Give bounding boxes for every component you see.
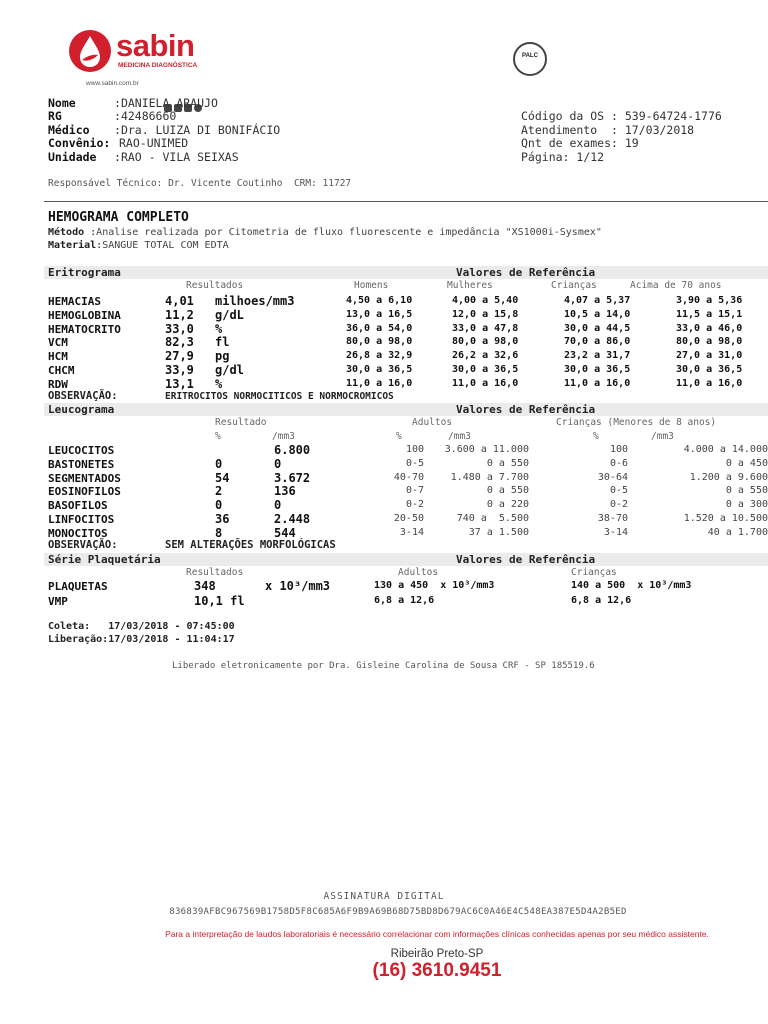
- leuco-ref-adult-abs: 0 a 550: [486, 485, 529, 497]
- leuco-ref-adult-pct: 100: [405, 444, 424, 455]
- eritro-row-name: VCM: [48, 336, 68, 350]
- sabin-logo-icon: [68, 29, 112, 73]
- eritrograma-bar: [44, 266, 768, 279]
- eritro-ref-criancas: 70,0 a 86,0: [564, 336, 631, 348]
- leuco-row-abs: 2.448: [274, 512, 311, 526]
- eritro-col-criancas: Crianças: [551, 280, 597, 291]
- metodo-line: Método :Analise realizada por Citometria de fluxo fluorescente e impedância "XS1000i-Sysmex": [48, 227, 602, 238]
- eritro-row-unit: fl: [215, 335, 230, 350]
- leuco-ref-child-pct: 0-6: [609, 457, 628, 469]
- eritro-ref-homens: 30,0 a 36,5: [346, 364, 413, 375]
- plaq-col-resultados: Resultados: [186, 567, 244, 578]
- rg-label: RG: [48, 109, 62, 123]
- leuco-ref-adult-pct: 3-14: [399, 526, 424, 538]
- eritro-row-name: RDW: [48, 377, 68, 391]
- eritro-ref-criancas: 30,0 a 36,5: [564, 364, 631, 375]
- leuco-obs-label: OBSERVAÇÃO:: [48, 539, 118, 551]
- eritro-ref-criancas: 10,5 a 14,0: [564, 308, 631, 320]
- leuco-row-name: BASOFILOS: [48, 499, 108, 513]
- leuco-row-abs: 544: [274, 525, 296, 540]
- brand-tagline: MEDICINA DIAGNÓSTICA: [118, 62, 198, 69]
- eritro-ref-homens: 26,8 a 32,9: [346, 350, 413, 362]
- plaquetas-ref-title: Valores de Referência: [456, 553, 596, 566]
- plaquetas-value: 348: [194, 579, 216, 593]
- leuco-ref-child-pct: 0-5: [609, 485, 628, 497]
- leuco-ref-child-abs: 40 a 1.700: [707, 526, 768, 538]
- vmp-ref-child: 6,8 a 12,6: [571, 595, 632, 606]
- leuco-col-criancas: Crianças (Menores de 8 anos): [556, 417, 717, 428]
- eritro-row-value: 33,9: [165, 363, 194, 377]
- leuco-ref-adult-pct: 0-5: [405, 457, 424, 469]
- leuco-row-name: LEUCOCITOS: [48, 444, 115, 457]
- eritro-row-name: HEMACIAS: [48, 295, 101, 308]
- leuco-row-pct: 54: [215, 470, 230, 485]
- eritro-obs: ERITROCITOS NORMOCITICOS E NORMOCROMICOS: [165, 391, 394, 402]
- unidade-label: Unidade: [48, 150, 97, 164]
- leuco-row-pct: 0: [215, 498, 223, 513]
- eritro-row-value: 11,2: [165, 307, 194, 322]
- eritro-ref-mulheres: 11,0 a 16,0: [452, 377, 519, 389]
- eritro-row-unit: g/dl: [215, 363, 244, 377]
- liberado-text: Liberado eletronicamente por Dra. Gisleine Carolina de Sousa CRF - SP 185519.6: [172, 661, 595, 671]
- eritro-ref-acima70: 11,5 a 15,1: [676, 308, 743, 320]
- phone-number[interactable]: (16) 3610.9451: [372, 960, 502, 981]
- leuco-row-name: SEGMENTADOS: [48, 471, 121, 485]
- accreditation-seal: [513, 42, 547, 76]
- eritro-row-unit: g/dL: [215, 307, 244, 322]
- eritro-ref-mulheres: 4,00 a 5,40: [452, 295, 519, 306]
- eritro-row-value: 13,1: [165, 376, 194, 391]
- assinatura-hash: 836839AFBC967569B1758D5F8C685A6F9B9A69B68D75BD8D679AC6C0A46E4C548EA387E5D4A2B5ED: [169, 907, 627, 917]
- eritro-col-mulheres: Mulheres: [447, 280, 493, 291]
- plaquetas-ref-child: 140 a 500 x 10³/mm3: [571, 580, 692, 591]
- leuco-obs: SEM ALTERAÇÕES MORFOLÓGICAS: [165, 539, 336, 551]
- atendimento: Atendimento : 17/03/2018: [521, 123, 695, 137]
- vmp-value: 10,1 fl: [194, 594, 245, 608]
- leuco-row-name: LINFOCITOS: [48, 513, 115, 526]
- eritro-ref-acima70: 3,90 a 5,36: [676, 295, 743, 306]
- responsavel-tecnico: Responsável Técnico: Dr. Vicente Coutinho CRM: 11727: [48, 178, 352, 189]
- plaq-col-criancas: Crianças: [571, 567, 617, 578]
- eritro-col-homens: Homens: [354, 280, 389, 291]
- leuco-row-pct: 36: [215, 512, 230, 526]
- codigo-os: Código da OS : 539-64724-1776: [521, 109, 722, 123]
- leucograma-bar: [44, 403, 768, 416]
- leuco-mm3-header: /mm3: [272, 431, 295, 442]
- eritro-ref-homens: 4,50 a 6,10: [346, 295, 413, 306]
- rg-value: :42486660: [114, 109, 177, 123]
- seal-text: PALC: [522, 53, 538, 59]
- leuco-adult-mm3-header: /mm3: [448, 431, 471, 442]
- leuco-row-pct: 0: [215, 456, 223, 471]
- vmp-ref-adult: 6,8 a 12,6: [374, 595, 435, 606]
- leuco-ref-child-pct: 38-70: [597, 513, 628, 524]
- leuco-row-abs: 3.672: [274, 470, 311, 485]
- pagina: Página: 1/12: [521, 150, 605, 164]
- eritro-ref-mulheres: 80,0 a 98,0: [452, 336, 519, 348]
- leuco-col-adultos: Adultos: [412, 417, 453, 428]
- eritro-ref-homens: 11,0 a 16,0: [346, 377, 413, 389]
- eritrograma-ref-title: Valores de Referência: [456, 266, 596, 279]
- leuco-ref-adult-pct: 0-7: [405, 485, 424, 497]
- leuco-row-abs: 6.800: [274, 443, 311, 457]
- leuco-ref-child-abs: 1.520 a 10.500: [683, 513, 768, 524]
- eritro-row-unit: %: [215, 321, 223, 336]
- leuco-ref-child-abs: 4.000 a 14.000: [683, 444, 768, 455]
- medico-value: :Dra. LUIZA DI BONIFÁCIO: [114, 123, 281, 137]
- vmp-name: VMP: [48, 595, 68, 608]
- leuco-pct-header: %: [215, 431, 221, 442]
- eritro-row-value: 82,3: [165, 335, 194, 350]
- leuco-ref-child-abs: 1.200 a 9.600: [689, 471, 768, 483]
- eritro-row-name: CHCM: [48, 364, 75, 377]
- eritrograma-title: Eritrograma: [48, 266, 121, 279]
- eritro-ref-acima70: 80,0 a 98,0: [676, 336, 743, 348]
- leuco-child-pct-header: %: [593, 431, 599, 442]
- leuco-adult-pct-header: %: [396, 431, 402, 442]
- eritro-ref-criancas: 23,2 a 31,7: [564, 350, 631, 362]
- eritro-row-unit: %: [215, 376, 223, 391]
- leuco-ref-adult-abs: 37 a 1.500: [468, 526, 529, 538]
- eritro-row-name: HEMOGLOBINA: [48, 308, 121, 322]
- leuco-ref-child-abs: 0 a 550: [725, 485, 768, 497]
- leuco-ref-child-pct: 30-64: [597, 471, 628, 483]
- leuco-ref-adult-pct: 0-2: [405, 499, 424, 511]
- leuco-row-name: BASTONETES: [48, 457, 115, 471]
- leuco-ref-adult-pct: 20-50: [393, 513, 424, 524]
- city: Ribeirão Preto-SP: [390, 948, 484, 960]
- eritro-ref-criancas: 11,0 a 16,0: [564, 377, 631, 389]
- eritro-row-name: HCM: [48, 350, 68, 364]
- leuco-ref-adult-pct: 40-70: [393, 471, 424, 483]
- eritro-ref-criancas: 4,07 a 5,37: [564, 295, 631, 306]
- unidade-value: :RAO - VILA SEIXAS: [114, 150, 239, 164]
- coleta-line: Coleta: 17/03/2018 - 07:45:00: [48, 621, 235, 632]
- leuco-child-mm3-header: /mm3: [651, 431, 674, 442]
- eritro-ref-mulheres: 26,2 a 32,6: [452, 350, 519, 362]
- brand-name: sabin: [116, 28, 195, 63]
- leucograma-title: Leucograma: [48, 403, 115, 416]
- leuco-ref-adult-abs: 0 a 550: [486, 457, 529, 469]
- eritro-ref-homens: 36,0 a 54,0: [346, 322, 413, 334]
- leuco-row-abs: 0: [274, 456, 282, 471]
- leuco-row-pct: 8: [215, 525, 223, 540]
- leuco-row-name: EOSINOFILOS: [48, 485, 121, 499]
- exam-title: HEMOGRAMA COMPLETO: [48, 210, 189, 225]
- eritro-row-unit: milhoes/mm3: [215, 294, 295, 308]
- eritro-ref-mulheres: 33,0 a 47,8: [452, 322, 519, 334]
- leuco-ref-adult-abs: 0 a 220: [486, 499, 529, 511]
- leuco-ref-child-abs: 0 a 450: [725, 457, 768, 469]
- eritro-obs-label: OBSERVAÇÃO:: [48, 390, 118, 402]
- plaq-col-adultos: Adultos: [398, 567, 439, 578]
- eritro-row-name: HEMATOCRITO: [48, 322, 121, 336]
- leucograma-ref-title: Valores de Referência: [456, 403, 596, 416]
- leuco-ref-child-abs: 0 a 300: [725, 499, 768, 511]
- plaquetas-name: PLAQUETAS: [48, 580, 108, 593]
- leuco-row-name: MONOCITOS: [48, 526, 108, 540]
- eritro-ref-acima70: 30,0 a 36,5: [676, 364, 743, 375]
- disclaimer: Para a interpretação de laudos laboratoriais é necessário correlacionar com informações clínicas conhecidas apenas por seu médico assistente.: [165, 929, 709, 939]
- eritro-ref-mulheres: 30,0 a 36,5: [452, 364, 519, 375]
- website-link[interactable]: www.sabin.com.br: [86, 80, 139, 87]
- leuco-ref-adult-abs: 1.480 a 7.700: [450, 471, 529, 483]
- leuco-row-pct: 2: [215, 484, 223, 499]
- eritro-ref-homens: 80,0 a 98,0: [346, 336, 413, 348]
- leuco-ref-adult-abs: 3.600 a 11.000: [444, 444, 529, 455]
- plaquetas-ref-adult: 130 a 450 x 10³/mm3: [374, 580, 495, 591]
- medico-label: Médico: [48, 123, 90, 137]
- leuco-ref-child-pct: 0-2: [609, 499, 628, 511]
- leuco-ref-adult-abs: 740 a 5.500: [456, 513, 529, 524]
- plaquetas-unit: x 10³/mm3: [265, 579, 331, 593]
- eritro-col-acima70: Acima de 70 anos: [630, 280, 722, 291]
- leuco-row-abs: 136: [274, 484, 296, 499]
- eritro-ref-homens: 13,0 a 16,5: [346, 308, 413, 320]
- assinatura-title: ASSINATURA DIGITAL: [323, 891, 445, 902]
- liberacao-line: Liberação:17/03/2018 - 11:04:17: [48, 634, 235, 645]
- leuco-row-abs: 0: [274, 498, 282, 513]
- leuco-ref-child-pct: 3-14: [603, 526, 628, 538]
- eritro-ref-mulheres: 12,0 a 15,8: [452, 308, 519, 320]
- convenio-value: RAO-UNIMED: [119, 136, 189, 150]
- eritro-col-resultados: Resultados: [186, 280, 244, 291]
- qnt-exames: Qnt de exames: 19: [521, 136, 639, 150]
- eritro-row-value: 27,9: [165, 349, 194, 364]
- eritro-row-value: 33,0: [165, 321, 194, 336]
- divider: [44, 201, 768, 202]
- leuco-ref-child-pct: 100: [609, 444, 628, 455]
- nome-value: :DANIELA ARAUJO: [114, 96, 218, 110]
- nome-label: Nome: [48, 96, 76, 110]
- eritro-ref-acima70: 33,0 a 46,0: [676, 322, 743, 334]
- eritro-ref-acima70: 11,0 a 16,0: [676, 377, 743, 389]
- eritro-row-value: 4,01: [165, 294, 194, 308]
- eritro-row-unit: pg: [215, 349, 230, 364]
- plaquetas-title: Série Plaquetária: [48, 553, 161, 566]
- eritro-ref-acima70: 27,0 a 31,0: [676, 350, 743, 362]
- eritro-ref-criancas: 30,0 a 44,5: [564, 322, 631, 334]
- convenio-label: Convênio:: [48, 136, 111, 150]
- leuco-col-resultado: Resultado: [215, 417, 267, 428]
- material-line: Material:SANGUE TOTAL COM EDTA: [48, 240, 229, 251]
